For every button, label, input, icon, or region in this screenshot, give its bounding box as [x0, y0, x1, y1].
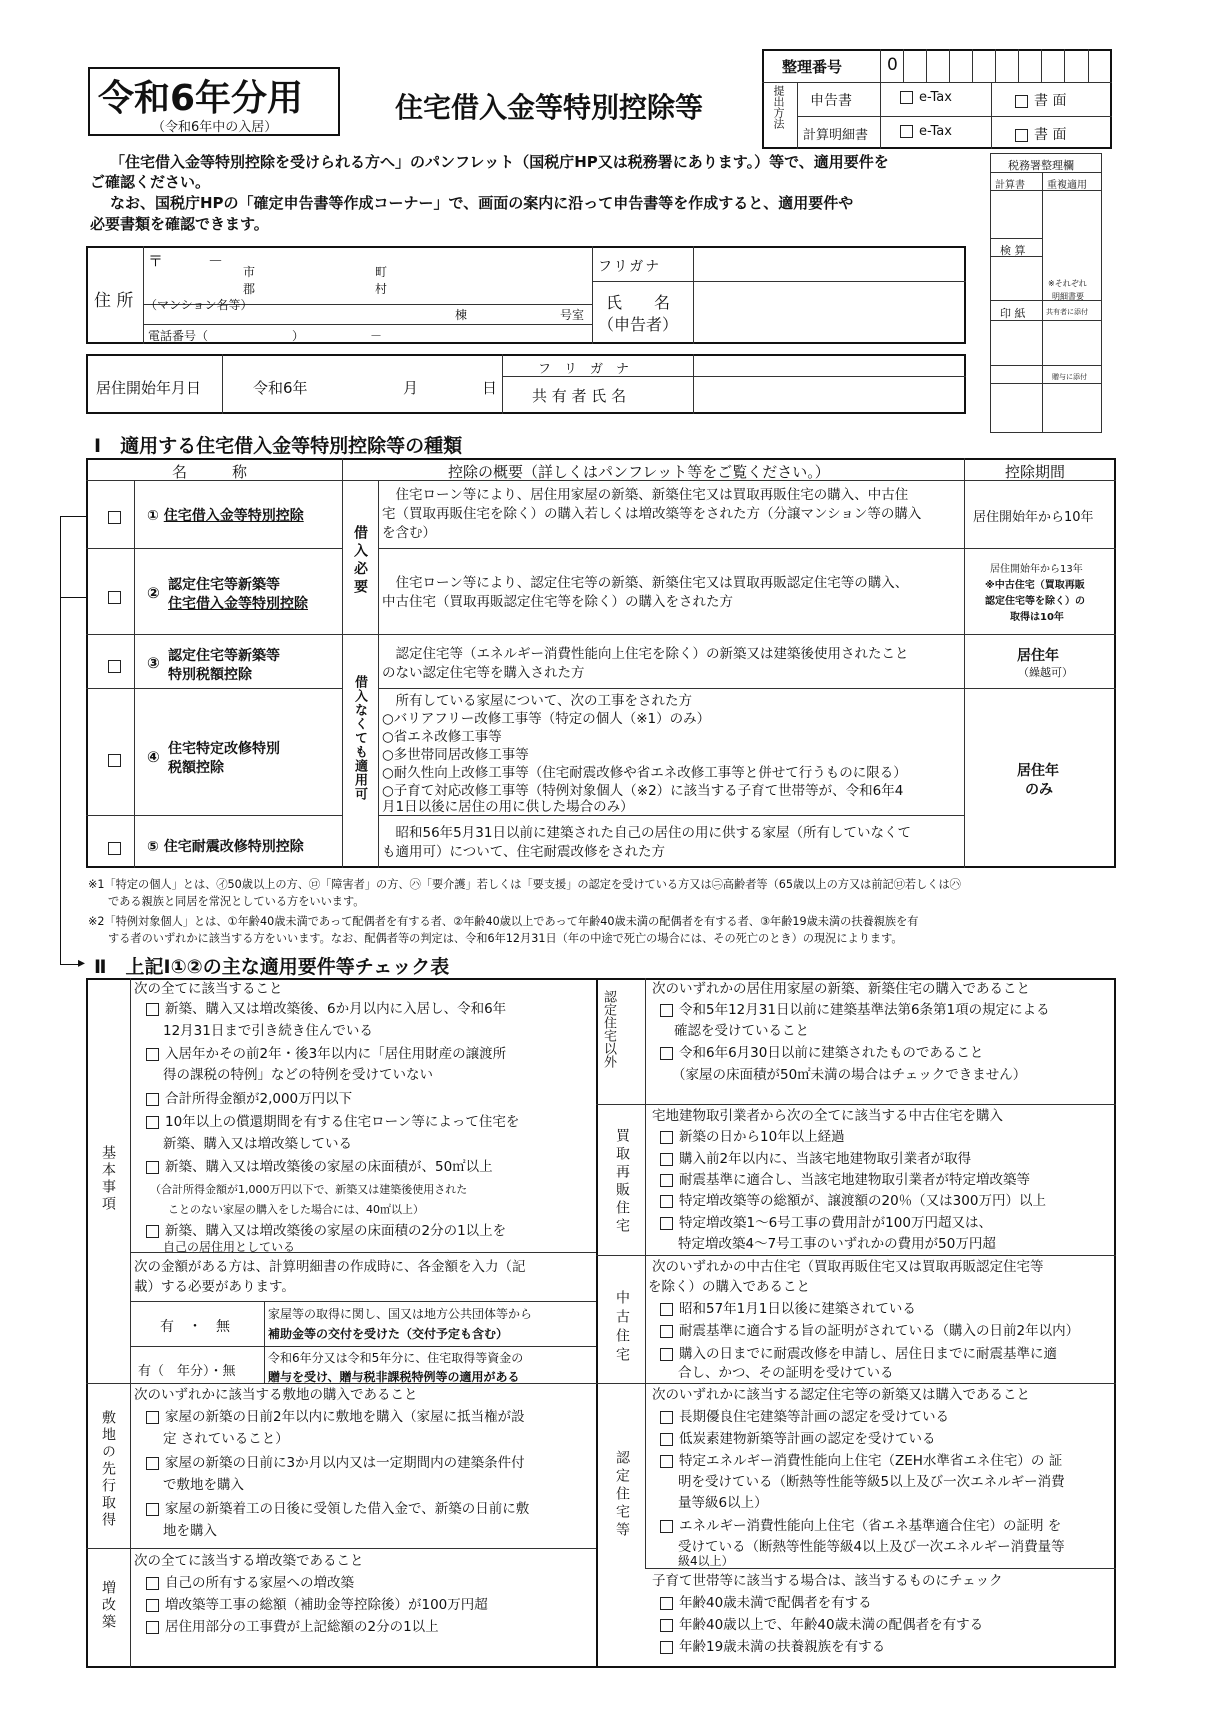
kariire-hitsuyo: 借入必要 — [352, 525, 368, 597]
shikichi-3[interactable]: 家屋の新築着工の日後に受領した借入金で、新築の日前に敷 — [146, 1500, 529, 1519]
intro-line-4: 必要書類を確認できます。 — [90, 215, 269, 233]
zeimusho-note4: 贈与に添付 — [1052, 373, 1087, 381]
furigana-label: フリガナ — [598, 259, 662, 275]
nintei-4[interactable]: エネルギー消費性能向上住宅（省エネ基準適合住宅）の証明 を — [660, 1517, 1061, 1536]
kihon-6b: 自己の居住用としている — [163, 1240, 296, 1254]
gun-label: 郡 — [243, 282, 256, 296]
note1-line-1: ※1「特定の個人」とは、㋑50歳以上の方、㋺「障害者」の方、㋩「要介護」若しくは「要支援」の認定を受けている方又は㋥高齢者等（65歳以上の方又は前記㋺若しくは㋩ — [88, 878, 961, 891]
shikichi-2[interactable]: 家屋の新築の日前に3か月以内又は一定期間内の建築条件付 — [146, 1454, 525, 1473]
zeimusho-note2: 明細書要 — [1052, 292, 1084, 301]
seiri-value[interactable]: 0 — [887, 55, 898, 75]
tel-field[interactable]: 電話番号（ ） － — [148, 329, 383, 343]
section2-title: Ⅱ 上記Ⅰ①②の主な適用要件等チェック表 — [94, 956, 450, 978]
kaitori-1[interactable]: 新築の日から10年以上経過 — [660, 1128, 845, 1147]
row4-summary-4: ○耐久性向上改修工事等（住宅耐震改修や省エネ改修工事等と併せて行うものに限る） — [382, 765, 907, 781]
row3-name1: 認定住宅等新築等 — [168, 648, 280, 664]
kaitori-4[interactable]: 特定増改築等の総額が、譲渡額の20％（又は300万円）以上 — [660, 1192, 1046, 1211]
row2-period-4: 取得は10年 — [1010, 612, 1064, 623]
row1-name1: 住宅借入金等特別控除 — [163, 508, 304, 524]
kosodate-1[interactable]: 年齢40歳未満で配偶者を有する — [660, 1594, 872, 1613]
row1-name — [147, 505, 304, 525]
shikichi-2b: で敷地を購入 — [163, 1477, 244, 1493]
row5-num: ⑤ — [147, 839, 159, 855]
nintei-3[interactable]: 特定エネルギー消費性能向上住宅（ZEH水準省エネ住宅）の 証 — [660, 1452, 1062, 1471]
kihon-4[interactable]: 10年以上の償還期間を有する住宅ローン等によって住宅を — [146, 1113, 519, 1132]
zokai-1[interactable]: 自己の所有する家屋への増改築 — [146, 1574, 354, 1593]
chuko-3[interactable]: 購入の日までに耐震改修を申請し、居住日までに耐震基準に適 — [660, 1345, 1057, 1364]
kaitori-head: 宅地建物取引業者から次の全てに該当する中古住宅を購入 — [652, 1108, 1003, 1124]
kaitori-5[interactable]: 特定増改築1～6号工事の費用計が100万円超又は、 — [660, 1214, 992, 1233]
shinkoku-shomen[interactable]: 書 面 — [1015, 90, 1066, 110]
zokai-2[interactable]: 増改築等工事の総額（補助金等控除後）が100万円超 — [146, 1596, 488, 1615]
shinkokusha-label: （申告者） — [598, 315, 679, 334]
row1-summary-2: 宅（買取再販住宅を除く）の購入若しくは増改築等をされた方（分譲マンション等の購入 — [382, 506, 922, 522]
row4-summary-1: ○バリアフリー改修工事等（特定の個人（※1）のみ） — [382, 711, 711, 727]
row4-summary-5: ○子育て対応改修工事等（特例対象個人（※2）に該当する子育て世帯等が、令和6年4 — [382, 783, 904, 799]
nintei-4c: 級4以上） — [678, 1554, 734, 1568]
kihon-3[interactable]: 合計所得金額が2,000万円以下 — [146, 1090, 352, 1109]
to-label: 棟 — [455, 308, 468, 322]
row2-summary-2: 中古住宅（買取再販認定住宅等を除く）の購入をされた方 — [382, 594, 733, 610]
intro-line-3: なお、国税庁HPの「確定申告書等作成コーナー」で、画面の案内に沿って申告書等を作成すると、適用要件や — [110, 194, 854, 212]
row4-summary-2: ○省エネ改修工事等 — [382, 729, 502, 745]
zokai-head: 次の全てに該当する増改築であること — [134, 1553, 364, 1569]
row3-num: ③ — [147, 654, 160, 672]
shikichi-1[interactable]: 家屋の新築の日前2年以内に敷地を購入（家屋に抵当権が設 — [146, 1408, 525, 1427]
row3-period-2: （繰越可） — [1018, 666, 1073, 679]
nintei-3b: 明を受けている（断熱等性能等級5以上及び一次エネルギー消費 — [678, 1474, 1065, 1490]
kihon-4b: 新築、購入又は増改築している — [163, 1136, 352, 1152]
nintei-igai-2b: （家屋の床面積が50㎡未満の場合はチェックできません） — [672, 1067, 1027, 1083]
nintei-igai-label: 認定住宅以外 — [601, 990, 616, 1068]
kosodate-2[interactable]: 年齢40歳以上で、年齢40歳未満の配偶者を有する — [660, 1616, 983, 1635]
row4-summary-3: ○多世帯同居改修工事等 — [382, 747, 529, 763]
kihon-1[interactable]: 新築、購入又は増改築後、6か月以内に入居し、令和6年 — [146, 1000, 506, 1019]
furigana-input[interactable] — [696, 249, 962, 279]
residence-tsuki[interactable]: 月 — [403, 379, 419, 397]
section1-h-summary: 控除の概要（詳しくはパンフレット等をご覧ください。） — [448, 463, 830, 481]
row1-period: 居住開始年から10年 — [973, 510, 1094, 525]
kyoyu-furigana-label: フ リ ガ ナ — [538, 362, 630, 377]
row1-summary-1: 住宅ローン等により、居住用家屋の新築、新築住宅又は買取再販住宅の購入、中古住 — [382, 487, 909, 503]
zeimusho-note1: ※それぞれ — [1048, 279, 1087, 288]
shinkoku-etax[interactable]: e-Tax — [900, 90, 952, 105]
nintei-4b: 受けている（断熱等性能等級4以上及び一次エネルギー消費量等 — [678, 1539, 1065, 1555]
kariire-nakutemo: 借入なくても適用可 — [352, 675, 367, 801]
kihon-head: 次の全てに該当すること — [134, 981, 283, 997]
row4-checkbox[interactable] — [108, 750, 127, 769]
row1-num: ① — [147, 508, 159, 524]
goshitsu-label: 号室 — [560, 308, 585, 322]
residence-label: 居住開始年月日 — [96, 379, 202, 397]
zeimusho-box — [990, 153, 1102, 433]
row2-period-3: 認定住宅等を除く）の — [985, 596, 1085, 607]
shikichi-1b: 定 されていること） — [163, 1431, 289, 1447]
kosodate-head: 子育て世帯等に該当する場合は、該当するものにチェック — [652, 1573, 1003, 1589]
row2-name1: 認定住宅等新築等 — [168, 577, 280, 593]
row2-checkbox[interactable] — [108, 587, 127, 606]
chuko-3b: 合し、かつ、その証明を受けている — [678, 1365, 894, 1381]
meisai-shomen[interactable]: 書 面 — [1015, 124, 1066, 144]
meisai-etax[interactable]: e-Tax — [900, 124, 952, 139]
nintei-2[interactable]: 低炭素建物新築等計画の認定を受けている — [660, 1430, 936, 1449]
year-subtitle: （令和6年中の入居） — [152, 120, 278, 135]
chuko-2[interactable]: 耐震基準に適合する旨の証明がされている（購入の日前2年以内） — [660, 1322, 1079, 1341]
nintei-igai-1[interactable]: 令和5年12月31日以前に建築基準法第6条第1項の規定による — [660, 1001, 1050, 1020]
note2-line-1: ※2「特例対象個人」とは、①年齢40歳未満であって配偶者を有する者、②年齢40歳以上であって年齢40歳未満の配偶者を有する者、③年齢19歳未満の扶養親族を有 — [88, 915, 919, 928]
zoyo-umu[interactable]: 有（ 年分）・無 — [138, 1364, 236, 1379]
nintei-igai-head: 次のいずれかの居住用家屋の新築、新築住宅の購入であること — [652, 981, 1030, 997]
zeimusho-kensan: 検 算 — [1000, 244, 1026, 257]
kaitori-5b: 特定増改築4～7号工事のいずれかの費用が50万円超 — [678, 1236, 996, 1252]
nintei-1[interactable]: 長期優良住宅建築等計画の認定を受けている — [660, 1408, 949, 1427]
row2-period-2: ※中古住宅（買取再販 — [985, 580, 1085, 591]
chuko-label: 中古住宅 — [614, 1290, 630, 1366]
kihon-2b: 得の課税の特例」などの特例を受けていない — [163, 1067, 433, 1083]
row3-name2: 特別税額控除 — [168, 667, 252, 683]
mura-label: 村 — [375, 282, 388, 296]
kihon-5c: ことのない家屋の購入をした場合には、40㎡以上） — [168, 1203, 424, 1216]
zeimusho-inshi: 印 紙 — [1000, 307, 1026, 320]
kyoyusha-label: 共 有 者 氏 名 — [532, 387, 627, 405]
shikichi-label: 敷地の先行取得 — [100, 1410, 116, 1529]
kingaku-line-2: 載）する必要があります。 — [134, 1279, 295, 1295]
row4-name2: 税額控除 — [168, 760, 224, 776]
chuko-head-1: 次のいずれかの中古住宅（買取再販住宅又は買取再販認定住宅等 — [652, 1259, 1044, 1275]
residence-hi[interactable]: 日 — [482, 379, 498, 397]
zeimusho-col1: 計算書 — [995, 180, 1025, 191]
chuko-head-2: を除く）の購入であること — [648, 1279, 810, 1295]
row1-summary-3: を含む） — [382, 525, 436, 541]
nintei-3c: 量等級6以上） — [678, 1495, 768, 1511]
nintei-igai-2[interactable]: 令和6年6月30日以前に建築されたものであること — [660, 1044, 983, 1063]
zokai-label: 増改築 — [100, 1580, 116, 1631]
row4-summary-6: 月1日以後に居住の用に供した場合のみ） — [382, 799, 634, 815]
kaitori-3[interactable]: 耐震基準に適合し、当該宅地建物取引業者が特定増改築等 — [660, 1171, 1030, 1190]
row5-name1: 住宅耐震改修特別控除 — [163, 839, 304, 855]
zokai-3[interactable]: 居住用部分の工事費が上記総額の2分の1以上 — [146, 1618, 439, 1637]
shi-label: 市 — [243, 265, 256, 279]
row2-period-1: 居住開始年から13年 — [990, 564, 1083, 575]
shimei-label: 氏 名 — [606, 293, 671, 312]
row2-summary-1: 住宅ローン等により、認定住宅等の新築、新築住宅又は買取再販認定住宅等の購入、 — [382, 575, 909, 591]
row3-checkbox[interactable] — [108, 656, 127, 675]
intro-line-1: 「住宅借入金等特別控除を受けられる方へ」のパンフレット（国税庁HP又は税務署にあります。）等で、適用要件を — [110, 153, 889, 171]
bracket-top — [60, 516, 86, 517]
row5-summary-1: 昭和56年5月31日以前に建築された自己の居住の用に供する家屋（所有していなくて — [382, 825, 911, 841]
section1-h-period: 控除期間 — [1005, 463, 1066, 481]
row5-name — [147, 836, 304, 856]
shinkoku-label: 申告書 — [810, 93, 852, 109]
hojo-line-2: 補助金等の交付を受けた（交付予定も含む） — [268, 1327, 509, 1341]
kihon-5[interactable]: 新築、購入又は増改築後の家屋の床面積が、50㎡以上 — [146, 1158, 493, 1177]
row3-summary-1: 認定住宅等（エネルギー消費性能向上住宅を除く）の新築又は建築後使用されたこと — [382, 646, 909, 662]
row4-num: ④ — [147, 748, 160, 766]
arrow-icon: ▸ — [78, 955, 86, 971]
hojo-umu[interactable]: 有 ・ 無 — [160, 1319, 230, 1335]
kyoyusha-input[interactable] — [696, 358, 962, 410]
shikichi-3b: 地を購入 — [163, 1523, 217, 1539]
kosodate-3[interactable]: 年齢19歳未満の扶養親族を有する — [660, 1638, 885, 1657]
mansion-label: （マンション名等） — [145, 298, 253, 312]
kaitori-2[interactable]: 購入前2年以内に、当該宅地建物取引業者が取得 — [660, 1150, 971, 1169]
intro-line-2: ご確認ください。 — [90, 173, 211, 191]
zeimusho-note3: 共有者に添付 — [1046, 308, 1088, 316]
row4-period-1: 居住年 — [1017, 763, 1059, 779]
kihon-5b: （合計所得金額が1,000万円以下で、新築又は建築後使用された — [150, 1183, 468, 1196]
shikichi-head: 次のいずれかに該当する敷地の購入であること — [134, 1387, 418, 1403]
zeimusho-title: 税務署整理欄 — [1008, 159, 1074, 172]
kingaku-line-1: 次の金額がある方は、計算明細書の作成時に、各金額を入力（記 — [134, 1259, 526, 1275]
row1-checkbox[interactable] — [108, 507, 127, 526]
chuko-1[interactable]: 昭和57年1月1日以後に建築されている — [660, 1300, 916, 1319]
note1-line-2: である親族と同居を常況としている方をいいます。 — [108, 895, 365, 908]
row5-summary-2: も適用可）について、住宅耐震改修をされた方 — [382, 844, 665, 860]
nintei-label: 認定住宅等 — [614, 1450, 630, 1540]
row4-period-2: のみ — [1025, 782, 1053, 798]
kaitori-label: 買取再販住宅 — [614, 1128, 630, 1236]
row2-num: ② — [147, 584, 160, 602]
row4-name1: 住宅特定改修特別 — [168, 741, 280, 757]
residence-reiwa: 令和6年 — [253, 379, 308, 397]
seiri-label: 整理番号 — [782, 58, 843, 76]
kihon-2[interactable]: 入居年かその前2年・後3年以内に「居住用財産の譲渡所 — [146, 1045, 506, 1064]
kihon-label: 基本事項 — [100, 1145, 116, 1213]
kihon-1b: 12月31日まで引き続き住んでいる — [163, 1023, 373, 1039]
zeimusho-col2: 重複適用 — [1047, 180, 1087, 191]
address-label: 住 所 — [94, 291, 134, 311]
row5-checkbox[interactable] — [108, 838, 127, 857]
row3-summary-2: のない認定住宅等を購入された方 — [382, 665, 585, 681]
zoyo-line-2: 贈与を受け、贈与税非課税特例等の適用がある — [268, 1370, 520, 1384]
zoyo-line-1: 令和6年分又は令和5年分に、住宅取得等資金の — [268, 1351, 524, 1365]
row4-summary-0: 所有している家屋について、次の工事をされた方 — [382, 693, 692, 709]
shimei-input[interactable] — [696, 284, 962, 340]
form-title: 住宅借入金等特別控除等 — [395, 91, 704, 124]
note2-line-2: する者のいずれかに該当する方をいいます。なお、配偶者等の判定は、令和6年12月31日（年の中途で死亡の場合には、その死亡のとき）の現況によります。 — [108, 932, 903, 945]
row3-period-1: 居住年 — [1017, 648, 1059, 664]
meisai-label: 計算明細書 — [803, 128, 869, 143]
kihon-6[interactable]: 新築、購入又は増改築後の家屋の床面積の2分の1以上を — [146, 1222, 506, 1241]
machi-label: 町 — [375, 265, 388, 279]
postal-field[interactable]: 〒 － — [148, 252, 224, 270]
hojo-line-1: 家屋等の取得に関し、国又は地方公共団体等から — [268, 1307, 533, 1321]
bracket-mid — [60, 597, 86, 598]
teishutsu-label: 提出方法 — [772, 85, 785, 129]
nintei-head: 次のいずれかに該当する認定住宅等の新築又は購入であること — [652, 1387, 1030, 1403]
nintei-igai-1b: 確認を受けていること — [674, 1023, 809, 1039]
row2-name2: 住宅借入金等特別控除 — [168, 596, 308, 612]
section1-title: Ⅰ 適用する住宅借入金等特別控除等の種類 — [94, 435, 463, 457]
section1-h-name: 名 称 — [172, 463, 248, 481]
year-title: 令和6年分用 — [98, 78, 304, 119]
bracket-line — [60, 516, 61, 964]
